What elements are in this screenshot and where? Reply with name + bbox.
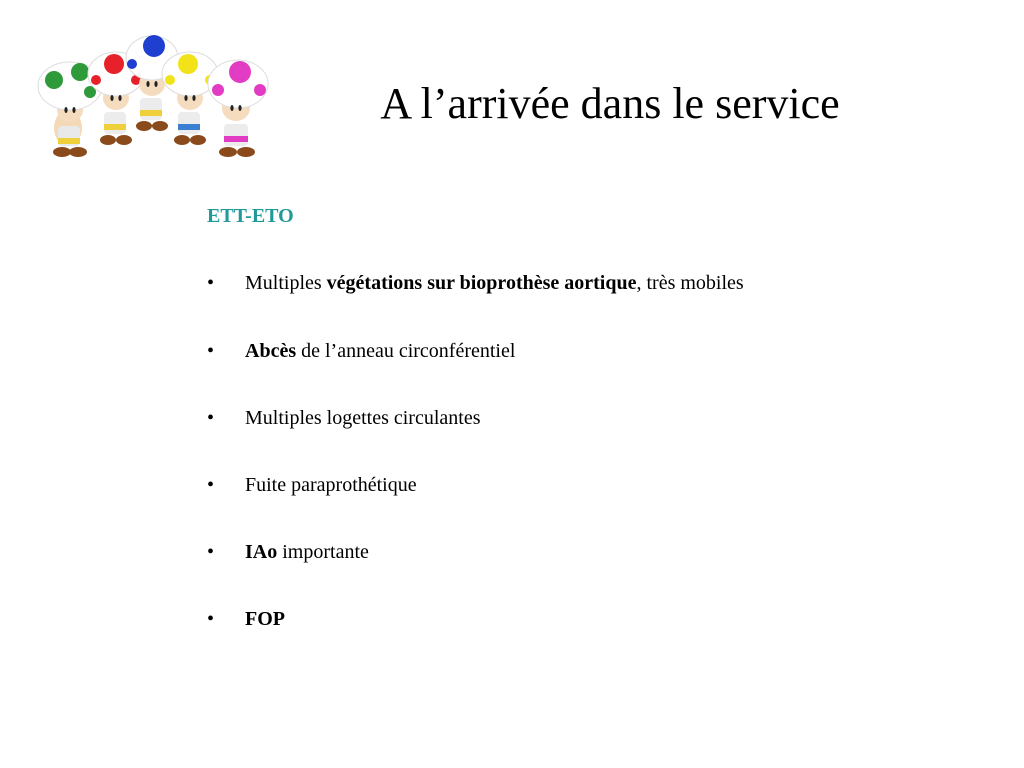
bullet-text-suffix: de l’anneau circonférentiel [296,340,516,362]
list-item [207,606,847,633]
list-item [207,405,847,432]
list-item [207,472,847,499]
bullet-icon: • [207,474,215,496]
bullet-icon: • [207,407,215,429]
slide-title: A l’arrivée dans le service [380,79,840,128]
mushroom-characters-icon [28,28,290,160]
bullet-text-bold: végétations sur bioprothèse aortique [326,272,637,294]
bullet-icon: • [207,272,215,294]
list-item [207,270,847,297]
bullet-text-suffix: importante [277,541,369,563]
pink-mushroom-character [208,60,268,157]
list-item [207,338,847,365]
bullet-text-bold: Abcès [245,340,297,362]
bullet-text-prefix: Multiples logettes circulantes [245,407,481,429]
list-item [207,539,847,566]
bullet-icon: • [207,608,215,630]
bullet-list [207,270,847,633]
bullet-icon: • [207,340,215,362]
bullet-text-bold: FOP [245,608,285,630]
bullet-text-prefix: Fuite paraprothétique [245,474,417,496]
bullet-text-prefix: Multiples [245,272,327,294]
bullet-text-suffix: , très mobiles [636,272,744,294]
bullet-icon: • [207,541,215,563]
section-heading: ETT-ETO [207,205,294,227]
yellow-mushroom-character [162,52,218,145]
bullet-text-bold: IAo [245,541,278,563]
